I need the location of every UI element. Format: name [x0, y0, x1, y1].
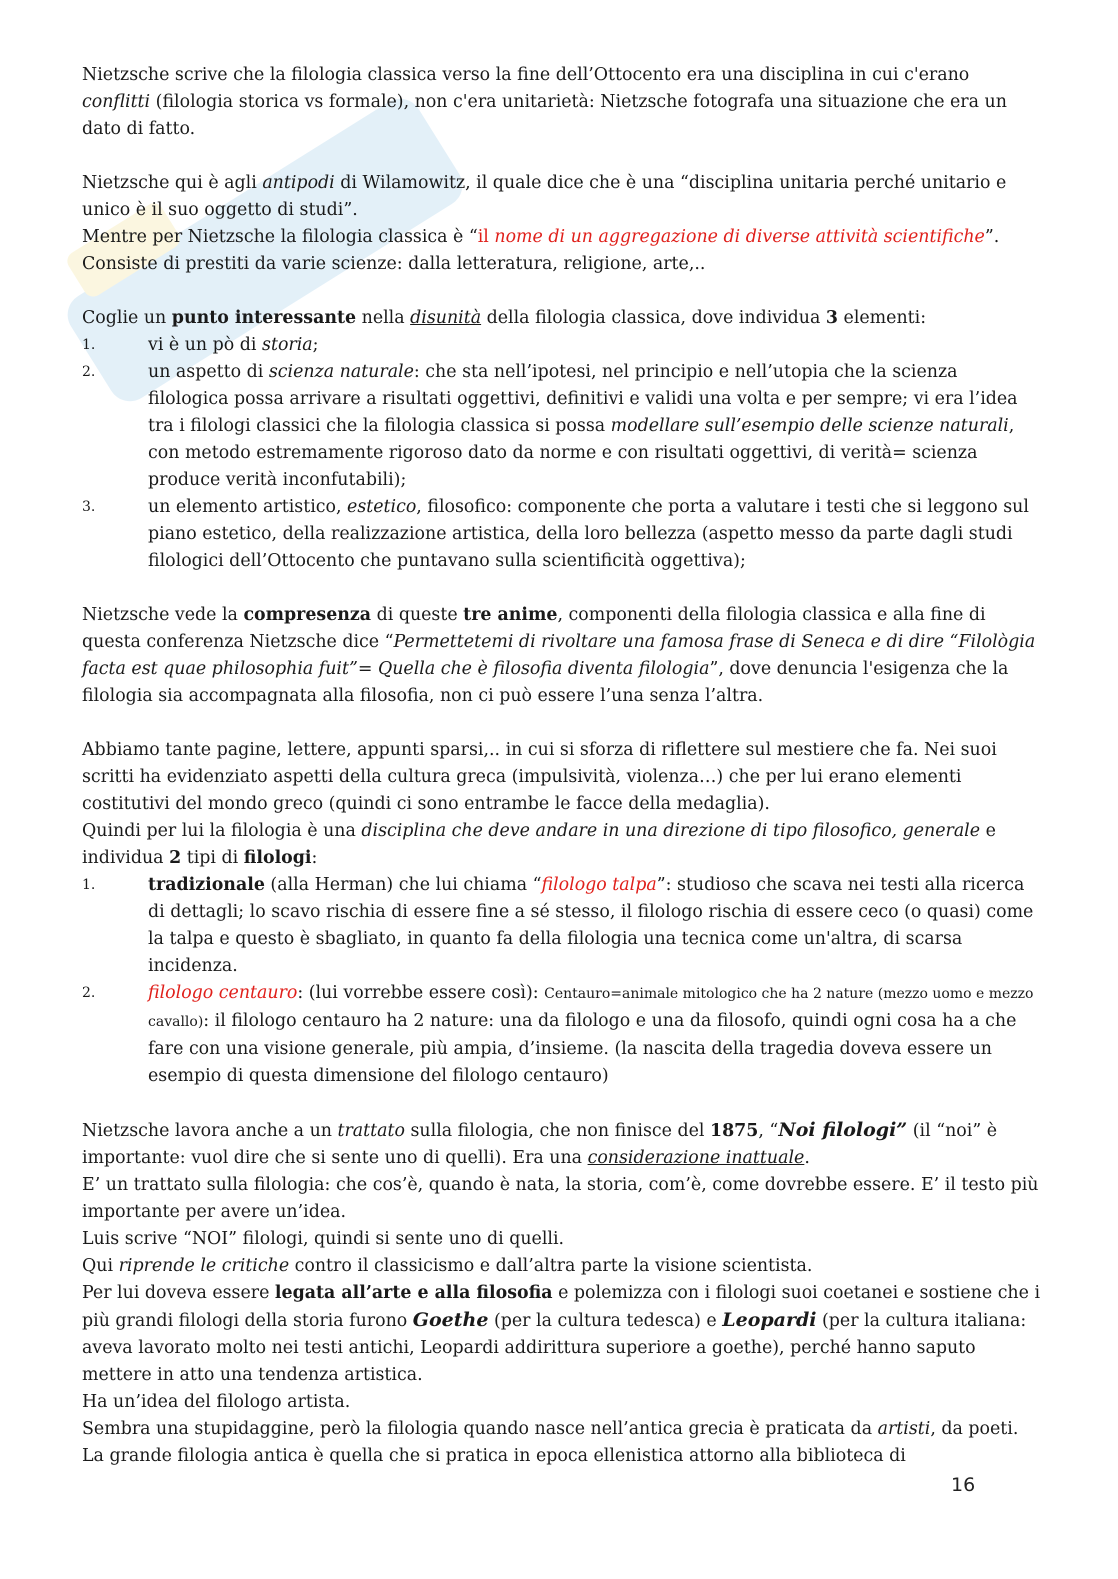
text-run: e individua: [82, 821, 996, 868]
text-run: Luis scrive “NOI” filologi, quindi si sente uno di quelli.: [82, 1229, 565, 1249]
text-run: : che sta nell’ipotesi, nel principio e nell’utopia che la scienza filologica possa arrivare a risultati oggettivi, definitivi e validi una volta e per sempre; vi era l’idea tra i filologi classici che la filologia classica si possa: [148, 362, 1018, 436]
text-run: ”: studioso che scava nei testi alla ricerca di dettagli; lo scavo rischia di essere fine a sé stesso, il filologo rischia di essere ceco (o quasi) come la talpa e questo è sbagliato, in quanto fa della filologia una tecnica come un'altra, di scarsa incidenza.: [148, 875, 1034, 976]
list-item-text: [148, 494, 1042, 575]
text-run: legata all’arte e alla filosofia: [274, 1283, 553, 1303]
paragraph: [82, 1416, 1042, 1470]
paragraph: [82, 1280, 1042, 1389]
list-item: [82, 332, 1042, 359]
text-run: filologi: [243, 848, 312, 868]
text-run: :: [311, 848, 318, 868]
text-run: ”.: [984, 227, 1000, 247]
text-run: 1875: [709, 1121, 759, 1141]
text-run: scienza naturale: [268, 362, 414, 382]
text-run: Centauro=animale mitologico che ha 2 nature (mezzo uomo e mezzo cavallo): [148, 986, 1034, 1030]
list-item-number: 1.: [82, 877, 96, 893]
text-run: , “: [758, 1121, 779, 1141]
text-run: (filologia storica vs formale), non c'era unitarietà: Nietzsche fotografa una situazione che era un dato di fatto.: [82, 92, 1007, 139]
text-run: Noi filologi”: [778, 1119, 908, 1141]
list-item-number: 2.: [82, 985, 96, 1001]
text-run: e polemizza con i filologi suoi coetanei e sostiene che i più grandi filologi della storia furono: [82, 1283, 1041, 1331]
text-run: Nietzsche scrive che la filologia classica verso la fine dell’Ottocento era una disciplina in cui c'erano: [82, 65, 970, 85]
text-run: (per la cultura italiana: aveva lavorato molto nei testi antichi, Leopardi addirittura superiore a goethe), perché hanno saputo mettere in atto una tendenza artistica.: [82, 1311, 1027, 1385]
text-run: Quindi per lui la filologia è una: [82, 821, 362, 841]
text-run: Goethe: [412, 1309, 489, 1331]
paragraph-spacer: [82, 575, 1042, 602]
text-run: Nietzsche qui è agli: [82, 173, 263, 193]
paragraph: [82, 737, 1042, 818]
text-run: ;: [312, 335, 319, 355]
text-run: , con metodo estremamente rigoroso dato da norme e con risultati oggettivi, di verità= scienza produce verità inconfutabili);: [148, 416, 1015, 490]
paragraph-spacer: [82, 710, 1042, 737]
text-run: Nietzsche vede la: [82, 605, 244, 625]
text-run: ”, dove denuncia l'esigenza che la filologia sia accompagnata alla filosofia, non ci può essere l’una senza l’altra.: [82, 659, 1009, 706]
text-run: Qui: [82, 1256, 119, 1276]
list-item-text: [148, 980, 1042, 1090]
paragraph: [82, 170, 1042, 224]
text-run: disunità: [410, 308, 482, 328]
paragraph: [82, 1389, 1042, 1416]
text-run: Per lui doveva essere: [82, 1283, 275, 1303]
text-run: tipi di: [181, 848, 244, 868]
text-run: elementi:: [838, 308, 927, 328]
text-run: storia: [262, 335, 313, 355]
paragraph: [82, 62, 1042, 143]
list-item-number: 2.: [82, 364, 96, 380]
text-run: , componenti della filologia classica e alla fine di questa conferenza Nietzsche dice “: [82, 605, 986, 652]
text-run: : il filologo centauro ha 2 nature: una da filologo e una da filosofo, quindi ogni cosa ha a che fare con una visione generale, più ampia, d’insieme. (la nascita della tragedia doveva essere un esempio di questa dimensione del filologo centauro): [148, 1011, 1017, 1086]
text-run: considerazione inattuale: [587, 1148, 805, 1168]
text-run: Mentre per Nietzsche la filologia classica è “: [82, 227, 478, 247]
text-run: il: [477, 227, 495, 247]
text-run: filologo centauro: [148, 983, 298, 1003]
list-item: [82, 359, 1042, 494]
page-number: 16: [951, 1474, 976, 1496]
paragraph-spacer: [82, 143, 1042, 170]
text-run: Abbiamo tante pagine, lettere, appunti sparsi,.. in cui si sforza di riflettere sul mestiere che fa. Nei suoi scritti ha evidenziato aspetti della cultura greca (impulsività, violenza…) che per lui erano elementi costitutivi del mondo greco (quindi ci sono entrambe le facce della medaglia).: [82, 740, 997, 814]
text-run: un aspetto di: [148, 362, 269, 382]
paragraph: [82, 1117, 1042, 1172]
text-run: un elemento artistico,: [148, 497, 348, 517]
paragraph: [82, 305, 1042, 332]
text-run: nella: [356, 308, 411, 328]
text-run: Leopardi: [722, 1309, 817, 1331]
text-run: , da poeti. La grande filologia antica è quella che si pratica in epoca ellenistica attorno alla biblioteca di: [82, 1419, 1019, 1466]
text-run: sulla filologia, che non finisce del: [404, 1121, 710, 1141]
text-run: vi è un pò di: [148, 335, 263, 355]
paragraph: [82, 224, 1042, 251]
text-run: filologo talpa: [541, 875, 657, 895]
list-item-number: 1.: [82, 337, 96, 353]
list-item: [82, 872, 1042, 980]
text-run: antipodi: [262, 173, 335, 193]
text-run: della filologia classica, dove individua: [481, 308, 826, 328]
text-run: tre anime: [463, 605, 558, 625]
text-run: : (lui vorrebbe essere così):: [297, 983, 545, 1003]
paragraph: [82, 818, 1042, 872]
text-run: (per la cultura tedesca) e: [488, 1311, 723, 1331]
text-run: Ha un’idea del filologo artista.: [82, 1392, 351, 1412]
text-run: di Wilamowitz, il quale dice che è una “disciplina unitaria perché unitario e unico è il suo oggetto di studi”.: [82, 173, 1007, 220]
text-run: riprende le critiche: [118, 1256, 290, 1276]
text-run: trattato: [337, 1121, 405, 1141]
text-run: tradizionale: [148, 875, 265, 895]
text-run: di queste: [371, 605, 464, 625]
text-run: .: [804, 1148, 810, 1168]
list-item-text: [148, 872, 1042, 980]
document-body: [82, 62, 1042, 1470]
text-run: estetico: [347, 497, 417, 517]
text-run: punto interessante: [171, 308, 357, 328]
text-run: (alla Herman) che lui chiama “: [264, 875, 542, 895]
text-run: disciplina che deve andare in una direzione di tipo filosofico, generale: [361, 821, 981, 841]
text-run: Consiste di prestiti da varie scienze: dalla letteratura, religione, arte,..: [82, 254, 706, 274]
list-item-text: [148, 359, 1042, 494]
paragraph: [82, 1172, 1042, 1226]
paragraph: [82, 251, 1042, 278]
paragraph-spacer: [82, 278, 1042, 305]
paragraph: [82, 1253, 1042, 1280]
text-run: 2: [169, 848, 182, 868]
list-item-number: 3.: [82, 499, 96, 515]
list-item: [82, 494, 1042, 575]
text-run: modellare sull’esempio delle scienze naturali: [610, 416, 1009, 436]
text-run: E’ un trattato sulla filologia: che cos’è, quando è nata, la storia, com’è, come dovrebbe essere. E’ il testo più importante per avere un’idea.: [82, 1175, 1039, 1222]
text-run: 3: [825, 308, 838, 328]
text-run: Nietzsche lavora anche a un: [82, 1121, 338, 1141]
text-run: contro il classicismo e dall’altra parte la visione scientista.: [289, 1256, 813, 1276]
text-run: artisti: [877, 1419, 931, 1439]
paragraph-spacer: [82, 1090, 1042, 1117]
paragraph: [82, 1226, 1042, 1253]
text-run: (il “noi” è importante: vuol dire che si sente uno di quelli). Era una: [82, 1121, 998, 1168]
text-run: compresenza: [243, 605, 372, 625]
text-run: Coglie un: [82, 308, 172, 328]
text-run: nome di un aggregazione di diverse attività scientifiche: [494, 227, 985, 247]
text-run: conflitti: [82, 92, 151, 112]
text-run: Permettetemi di rivoltare una famosa frase di Seneca e di dire “Filològia facta est quae philosophia fuit”= Quella che è filosofia diventa filologia: [82, 632, 1036, 679]
text-run: , filosofico: componente che porta a valutare i testi che si leggono sul piano estetico, della realizzazione artistica, della loro bellezza (aspetto messo da parte dagli studi filologici dell’Ottocento che puntavano sulla scientificità oggettiva);: [148, 497, 1029, 571]
list-item-text: [148, 332, 319, 359]
paragraph: [82, 602, 1042, 710]
text-run: Sembra una stupidaggine, però la filologia quando nasce nell’antica grecia è praticata da: [82, 1419, 878, 1439]
list-item: [82, 980, 1042, 1090]
